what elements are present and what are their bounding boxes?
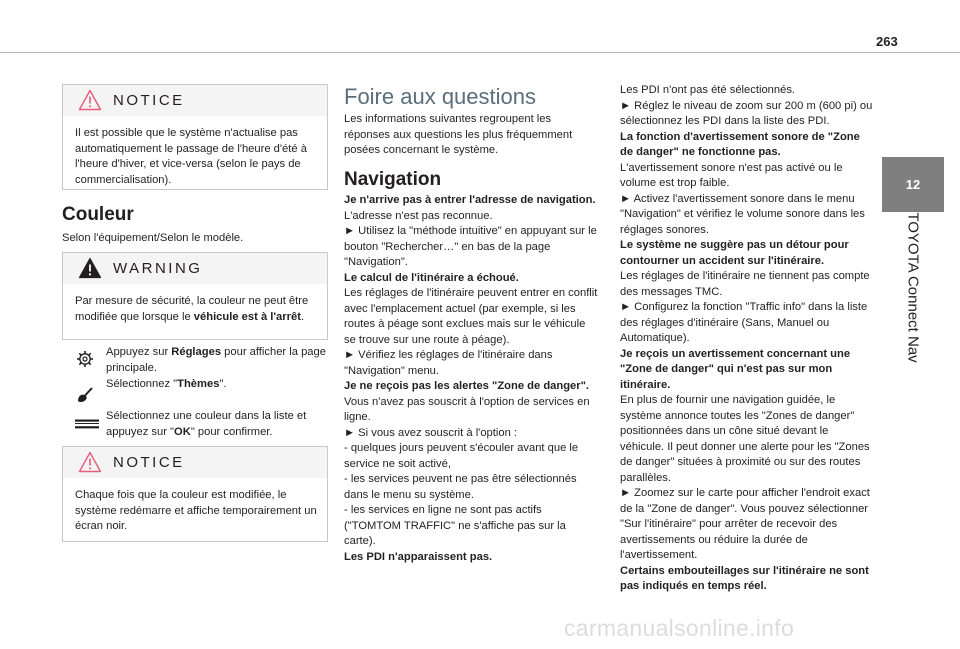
notice-text-2: Chaque fois que la couleur est modifiée, le système redémarre et affiche temporairement un écran noir.: [75, 489, 317, 532]
page-number: 263: [876, 34, 898, 49]
faq-action: ► Configurez la fonction "Traffic info" dans la liste des réglages d'itinéraire (Sans, Manuel ou Automatique).: [620, 301, 868, 344]
warning-text-bold: véhicule est à l'arrêt: [193, 310, 301, 323]
faq-column-3: [620, 83, 874, 595]
faq-answer: Vous n'avez pas souscrit à l'option de services en ligne.: [344, 395, 590, 423]
watermark-text: carmanualsonline.info: [564, 615, 795, 641]
couleur-subtitle: Selon l'équipement/Selon le modèle.: [62, 232, 244, 244]
section-title-navigation: Navigation: [344, 169, 442, 190]
chapter-title-tab: [882, 212, 944, 362]
chapter-title: TOYOTA Connect Nav: [904, 211, 922, 363]
faq-question: Certains embouteillages sur l'itinéraire ne sont pas indiqués en temps réel.: [620, 564, 869, 592]
faq-action: ► Réglez le niveau de zoom sur 200 m (600 pi) ou sélectionnez les PDI dans la liste des PDI.: [620, 99, 873, 127]
warning-triangle-icon: [78, 89, 102, 111]
faq-action: ► Zoomez sur le carte pour afficher l'endroit exact de la "Zone de danger". Vous pouvez sélectionner "Sur l'itinéraire" pour arrêter de recevoir des avertissements ou réduire la durée de l'avertissement.: [620, 487, 870, 561]
faq-question: Je reçois un avertissement concernant une "Zone de danger" qui n'est pas sur mon itinéraire.: [620, 347, 851, 391]
step-select-color: [106, 409, 326, 440]
faq-action: ► Utilisez la "méthode intuitive" en appuyant sur le bouton "Rechercher…" en bas de la page "Navigation".: [344, 225, 597, 268]
settings-gear-icon: [76, 350, 94, 368]
warning-filled-icon: [78, 257, 102, 279]
ok-label: OK: [174, 425, 191, 438]
chapter-number-tab: 12: [882, 157, 944, 212]
faq-action: ► Si vous avez souscrit à l'option :: [344, 426, 518, 439]
warning-label: WARNING: [113, 260, 203, 277]
faq-answer: Les réglages de l'itinéraire peuvent entrer en conflit avec l'emplacement actuel (par exemple, si les routes à péage sont exclues mais sur le véhicule se trouve sur une route à péage).: [344, 287, 598, 346]
faq-action: ► Activez l'avertissement sonore dans le menu "Navigation" et vérifiez le volume sonore dans les réglages sonores.: [620, 192, 865, 236]
faq-question: Le calcul de l'itinéraire a échoué.: [344, 271, 519, 284]
list-select-icon: [74, 418, 100, 430]
step3-text-a: Sélectionnez une couleur dans la liste et appuyez sur ": [106, 410, 307, 438]
step3-text-b: " pour confirmer.: [190, 425, 273, 438]
faq-list-item: - quelques jours peuvent s'écouler avant que le service ne soit activé,: [344, 442, 579, 470]
notice-label: NOTICE: [113, 92, 185, 109]
step-themes: [106, 377, 326, 393]
faq-answer: Les PDI n'ont pas été sélectionnés.: [620, 84, 796, 96]
step1-text-a: Appuyez sur: [106, 346, 172, 358]
faq-answer: L'avertissement sonore n'est pas activé ou le volume est trop faible.: [620, 161, 843, 189]
notice-header-2: [63, 447, 327, 478]
faq-intro: Les informations suivantes regroupent les réponses aux questions les plus fréquemment posées concernant le système.: [344, 113, 573, 156]
header-divider: [0, 52, 960, 53]
step2-text-a: Sélectionnez ": [106, 378, 178, 390]
section-title-couleur: Couleur: [62, 204, 134, 225]
settings-label: Réglages: [171, 346, 222, 358]
faq-title: Foire aux questions: [344, 84, 536, 109]
warning-triangle-icon: [78, 451, 102, 473]
faq-question: Je ne reçois pas les alertes "Zone de danger".: [344, 380, 590, 392]
warning-header: [63, 253, 327, 284]
warning-text-a: Par mesure de sécurité, la couleur ne peut être modifiée que lorsque le: [75, 295, 309, 323]
faq-list-item: - les services peuvent ne pas être sélectionnés dans le menu su système.: [344, 473, 577, 501]
palette-brush-icon: [76, 386, 94, 404]
notice-box-1: [62, 84, 328, 190]
faq-answer: Les réglages de l'itinéraire ne tiennent pas compte des messages TMC.: [620, 270, 870, 298]
notice-header: [63, 85, 327, 116]
notice-label-2: NOTICE: [113, 454, 185, 471]
themes-label: Thèmes: [177, 378, 220, 390]
faq-action: ► Vérifiez les réglages de l'itinéraire dans "Navigation" menu.: [344, 349, 553, 377]
step2-text-b: ".: [219, 378, 227, 390]
faq-column-2: [344, 193, 600, 565]
warning-text-b: .: [300, 310, 305, 323]
faq-question: La fonction d'avertissement sonore de "Zone de danger" ne fonctionne pas.: [620, 130, 860, 158]
faq-question: Les PDI n'apparaissent pas.: [344, 550, 493, 563]
step1-text-b: pour afficher la page principale.: [106, 346, 326, 374]
faq-answer: En plus de fournir une navigation guidée, le système annonce toutes les "Zones de danger" positionnées dans un cône situé devant le véhicule. Il peut donner une alerte pour les "Zones de danger" situées à proximité ou sur des routes parallèles.: [620, 394, 870, 484]
faq-question: Je n'arrive pas à entrer l'adresse de navigation.: [344, 194, 596, 206]
notice-box-2: [62, 446, 328, 542]
step-settings: [106, 345, 326, 376]
notice-text: Il est possible que le système n'actualise pas automatiquement le passage de l'heure d'été à l'heure d'hiver, et vice-versa (selon le pays de commercialisation).: [75, 127, 307, 186]
faq-answer: L'adresse n'est pas reconnue.: [344, 209, 493, 222]
faq-question: Le système ne suggère pas un détour pour contourner un accident sur l'itinéraire.: [620, 239, 849, 267]
faq-list-item: - les services en ligne ne sont pas actifs ("TOMTOM TRAFFIC" ne s'affiche pas sur la carte).: [344, 504, 566, 547]
warning-text: [63, 284, 327, 333]
warning-box: [62, 252, 328, 340]
